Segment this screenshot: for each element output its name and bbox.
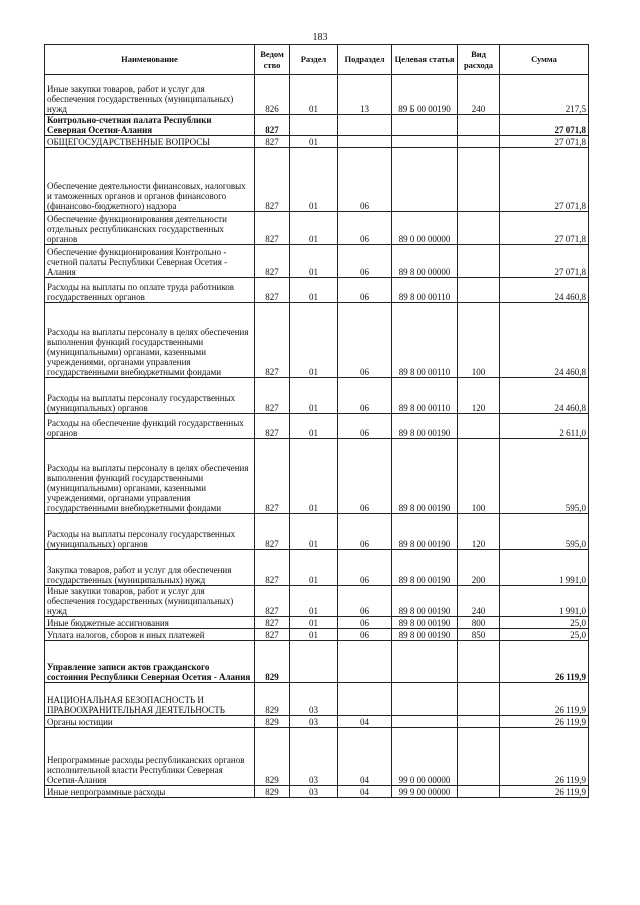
cell-target-item: 89 8 00 00190: [392, 439, 458, 514]
cell-amount: 26 119,9: [500, 728, 589, 786]
cell-department: 827: [255, 245, 290, 278]
page-number: 183: [312, 32, 328, 43]
cell-target-item: 89 Б 00 00190: [392, 75, 458, 115]
cell-amount: 27 071,8: [500, 115, 589, 136]
cell-name: ОБЩЕГОСУДАРСТВЕННЫЕ ВОПРОСЫ: [45, 136, 255, 148]
cell-subsection: 06: [338, 378, 392, 414]
cell-subsection: 06: [338, 586, 392, 617]
cell-section: 01: [290, 75, 338, 115]
cell-name: Непрограммные расходы республиканских органов исполнительной власти Республики Северная Осетия-Алания: [45, 728, 255, 786]
cell-name: Иные бюджетные ассигнования: [45, 617, 255, 629]
cell-section: 01: [290, 550, 338, 586]
cell-section: 01: [290, 439, 338, 514]
cell-expense-type: [458, 136, 500, 148]
cell-target-item: 89 0 00 00000: [392, 212, 458, 245]
cell-expense-type: 100: [458, 303, 500, 378]
cell-amount: 26 119,9: [500, 716, 589, 728]
cell-name: Иные закупки товаров, работ и услуг для обеспечения государственных (муниципальных) нужд: [45, 586, 255, 617]
cell-expense-type: 850: [458, 629, 500, 641]
cell-name: Обеспечение деятельности финансовых, налоговых и таможенных органов и органов финансового (финансово-бюджетного) надзора: [45, 148, 255, 212]
header-name: Наименование: [45, 45, 255, 75]
cell-section: 01: [290, 245, 338, 278]
cell-expense-type: [458, 148, 500, 212]
cell-subsection: 06: [338, 148, 392, 212]
cell-department: 827: [255, 303, 290, 378]
table-row: [45, 414, 589, 439]
cell-name: Расходы на выплаты по оплате труда работников государственных органов: [45, 278, 255, 303]
cell-name: Расходы на выплаты персоналу в целях обеспечения выполнения функций государственными (муниципальными) органами, казенными учреждениями, органами управления государственными внебюджетными фондами: [45, 303, 255, 378]
cell-department: 826: [255, 75, 290, 115]
cell-department: 827: [255, 617, 290, 629]
cell-subsection: 06: [338, 245, 392, 278]
cell-section: 03: [290, 728, 338, 786]
cell-amount: 24 460,8: [500, 278, 589, 303]
cell-target-item: [392, 641, 458, 683]
cell-department: 827: [255, 212, 290, 245]
cell-subsection: 04: [338, 716, 392, 728]
cell-department: 827: [255, 586, 290, 617]
cell-name: Иные непрограммные расходы: [45, 786, 255, 798]
table-row: [45, 245, 589, 278]
cell-amount: 24 460,8: [500, 378, 589, 414]
cell-amount: 25,0: [500, 629, 589, 641]
table-row: [45, 716, 589, 728]
cell-expense-type: [458, 683, 500, 716]
cell-subsection: 06: [338, 212, 392, 245]
table-row: [45, 136, 589, 148]
cell-department: 829: [255, 641, 290, 683]
cell-section: 01: [290, 629, 338, 641]
header-target-item: Целевая статья: [392, 45, 458, 75]
cell-department: 829: [255, 786, 290, 798]
cell-section: 01: [290, 378, 338, 414]
cell-target-item: [392, 716, 458, 728]
cell-subsection: 06: [338, 414, 392, 439]
table-row: [45, 115, 589, 136]
cell-target-item: 89 8 00 00190: [392, 414, 458, 439]
cell-name: Расходы на обеспечение функций государственных органов: [45, 414, 255, 439]
cell-expense-type: 120: [458, 514, 500, 550]
cell-target-item: 99 0 00 00000: [392, 728, 458, 786]
cell-expense-type: [458, 212, 500, 245]
table-row: [45, 728, 589, 786]
cell-name: Управление записи актов гражданского состояния Республики Северная Осетия - Алания: [45, 641, 255, 683]
table-row: [45, 148, 589, 212]
cell-expense-type: [458, 278, 500, 303]
cell-target-item: [392, 683, 458, 716]
cell-amount: 27 071,8: [500, 136, 589, 148]
budget-table: [44, 44, 589, 798]
header-subsection: Подраздел: [338, 45, 392, 75]
table-row: [45, 303, 589, 378]
cell-subsection: 06: [338, 439, 392, 514]
cell-amount: 1 991,0: [500, 550, 589, 586]
table-row: [45, 629, 589, 641]
cell-target-item: 89 8 00 00110: [392, 278, 458, 303]
cell-amount: 24 460,8: [500, 303, 589, 378]
cell-expense-type: 100: [458, 439, 500, 514]
cell-name: Расходы на выплаты персоналу государственных (муниципальных) органов: [45, 514, 255, 550]
cell-target-item: 89 8 00 00190: [392, 629, 458, 641]
cell-amount: 26 119,9: [500, 786, 589, 798]
cell-section: 01: [290, 212, 338, 245]
table-row: [45, 378, 589, 414]
cell-department: 827: [255, 115, 290, 136]
cell-section: 01: [290, 617, 338, 629]
cell-department: 827: [255, 629, 290, 641]
cell-expense-type: [458, 414, 500, 439]
cell-amount: 27 071,8: [500, 245, 589, 278]
cell-name: Органы юстиции: [45, 716, 255, 728]
header-department: Ведом ство: [255, 45, 290, 75]
cell-section: [290, 115, 338, 136]
cell-amount: 25,0: [500, 617, 589, 629]
cell-section: 01: [290, 148, 338, 212]
cell-subsection: 13: [338, 75, 392, 115]
cell-department: 829: [255, 716, 290, 728]
cell-department: 829: [255, 728, 290, 786]
cell-amount: 26 119,9: [500, 683, 589, 716]
cell-department: 827: [255, 148, 290, 212]
table-body: [45, 75, 589, 798]
cell-amount: 2 611,0: [500, 414, 589, 439]
cell-amount: 27 071,8: [500, 212, 589, 245]
cell-expense-type: [458, 716, 500, 728]
table-row: [45, 617, 589, 629]
cell-amount: 595,0: [500, 439, 589, 514]
cell-subsection: 06: [338, 550, 392, 586]
cell-department: 827: [255, 378, 290, 414]
cell-section: [290, 641, 338, 683]
cell-department: 827: [255, 514, 290, 550]
cell-section: 01: [290, 278, 338, 303]
cell-expense-type: 240: [458, 586, 500, 617]
cell-name: Обеспечение функционирования Контрольно - счетной палаты Республики Северная Осетия - Алания: [45, 245, 255, 278]
table-row: [45, 514, 589, 550]
cell-target-item: [392, 148, 458, 212]
cell-department: 827: [255, 414, 290, 439]
cell-subsection: 04: [338, 728, 392, 786]
cell-expense-type: 240: [458, 75, 500, 115]
cell-expense-type: [458, 641, 500, 683]
cell-department: 827: [255, 278, 290, 303]
cell-amount: 1 991,0: [500, 586, 589, 617]
table-row: [45, 683, 589, 716]
cell-subsection: 06: [338, 629, 392, 641]
header-expense-type: Вид расхода: [458, 45, 500, 75]
cell-section: 03: [290, 716, 338, 728]
cell-section: 03: [290, 786, 338, 798]
cell-subsection: 06: [338, 617, 392, 629]
cell-amount: 217,5: [500, 75, 589, 115]
table-row: [45, 550, 589, 586]
cell-subsection: 06: [338, 303, 392, 378]
cell-amount: 595,0: [500, 514, 589, 550]
cell-section: 03: [290, 683, 338, 716]
cell-expense-type: [458, 728, 500, 786]
cell-subsection: [338, 641, 392, 683]
cell-target-item: 89 8 00 00000: [392, 245, 458, 278]
cell-name: Контрольно-счетная палата Республики Северная Осетия-Алания: [45, 115, 255, 136]
table-row: [45, 786, 589, 798]
cell-name: Расходы на выплаты персоналу в целях обеспечения выполнения функций государственными (муниципальными) органами, казенными учреждениями, органами управления государственными внебюджетными фондами: [45, 439, 255, 514]
table-row: [45, 75, 589, 115]
cell-subsection: 06: [338, 514, 392, 550]
cell-expense-type: [458, 786, 500, 798]
cell-section: 01: [290, 414, 338, 439]
cell-name: Расходы на выплаты персоналу государственных (муниципальных) органов: [45, 378, 255, 414]
cell-name: Обеспечение функционирования деятельности отдельных республиканских государственных органов: [45, 212, 255, 245]
table-header-row: [45, 45, 589, 75]
cell-subsection: [338, 683, 392, 716]
cell-target-item: 89 8 00 00110: [392, 378, 458, 414]
cell-department: 827: [255, 136, 290, 148]
cell-expense-type: [458, 115, 500, 136]
table-row: [45, 278, 589, 303]
cell-subsection: 04: [338, 786, 392, 798]
cell-expense-type: 800: [458, 617, 500, 629]
table-row: [45, 439, 589, 514]
cell-department: 827: [255, 550, 290, 586]
cell-subsection: [338, 115, 392, 136]
cell-target-item: 89 8 00 00190: [392, 617, 458, 629]
table-row: [45, 641, 589, 683]
cell-amount: 27 071,8: [500, 148, 589, 212]
cell-target-item: [392, 136, 458, 148]
cell-section: 01: [290, 303, 338, 378]
cell-department: 829: [255, 683, 290, 716]
cell-name: Иные закупки товаров, работ и услуг для обеспечения государственных (муниципальных) нужд: [45, 75, 255, 115]
cell-subsection: 06: [338, 278, 392, 303]
cell-target-item: 99 9 00 00000: [392, 786, 458, 798]
cell-section: 01: [290, 514, 338, 550]
cell-department: 827: [255, 439, 290, 514]
cell-name: НАЦИОНАЛЬНАЯ БЕЗОПАСНОСТЬ И ПРАВООХРАНИТЕЛЬНАЯ ДЕЯТЕЛЬНОСТЬ: [45, 683, 255, 716]
cell-target-item: 89 8 00 00110: [392, 303, 458, 378]
cell-section: 01: [290, 136, 338, 148]
cell-target-item: [392, 115, 458, 136]
cell-expense-type: 120: [458, 378, 500, 414]
cell-subsection: [338, 136, 392, 148]
cell-amount: 26 119,9: [500, 641, 589, 683]
table-row: [45, 586, 589, 617]
header-amount: Сумма: [500, 45, 589, 75]
cell-target-item: 89 8 00 00190: [392, 514, 458, 550]
table-row: [45, 212, 589, 245]
cell-expense-type: 200: [458, 550, 500, 586]
cell-target-item: 89 8 00 00190: [392, 586, 458, 617]
cell-name: Закупка товаров, работ и услуг для обеспечения государственных (муниципальных) нужд: [45, 550, 255, 586]
cell-target-item: 89 8 00 00190: [392, 550, 458, 586]
cell-expense-type: [458, 245, 500, 278]
cell-name: Уплата налогов, сборов и иных платежей: [45, 629, 255, 641]
header-section: Раздел: [290, 45, 338, 75]
cell-section: 01: [290, 586, 338, 617]
